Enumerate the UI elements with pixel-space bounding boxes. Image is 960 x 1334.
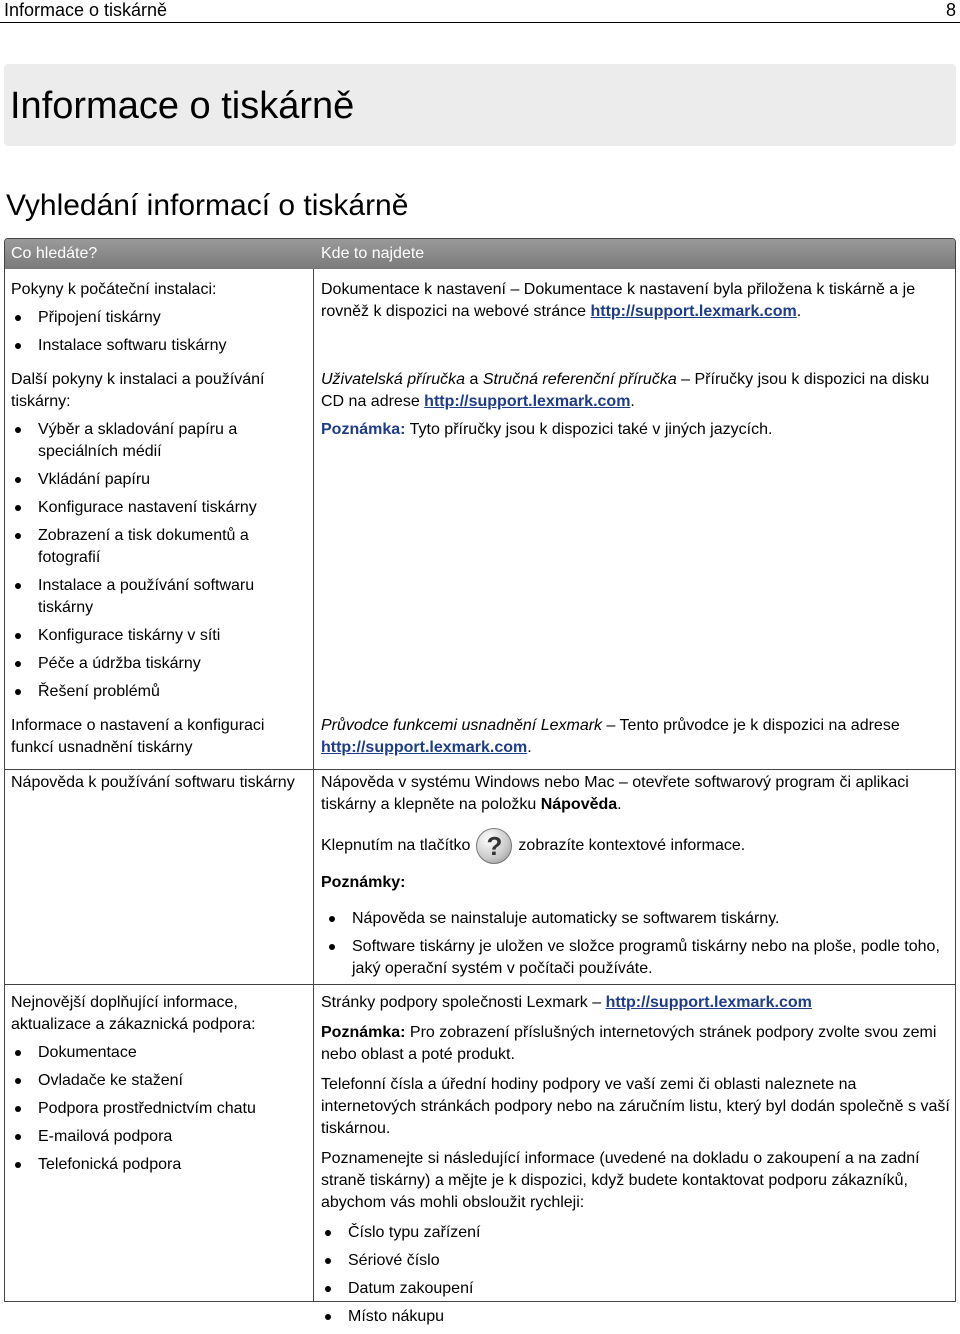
row2-right-text: – Příručky jsou k dispozici na disku CD na adrese (321, 371, 930, 410)
list-item: Řešení problémů (11, 681, 307, 703)
row1-right-end: . (796, 303, 802, 320)
row5-left (11, 992, 307, 1182)
list-item: Připojení tiskárny (11, 307, 307, 329)
support-link[interactable]: http://support.lexmark.com (590, 303, 797, 320)
chapter-banner (4, 64, 956, 146)
list-item: Datum zakoupení (321, 1278, 951, 1300)
support-link[interactable]: http://support.lexmark.com (321, 739, 528, 756)
column-divider (313, 269, 314, 1301)
row5-left-list (11, 1042, 307, 1176)
notes-label: Poznámky: (321, 874, 406, 891)
row5-para3: Poznamenejte si následující informace (uvedené na dokladu o zakoupení a na zadní straně tiskárny) a mějte je k dispozici, když budete kontaktovat podporu zákazníků, abychom vás mohli obsloužit rychleji: (321, 1150, 920, 1211)
help-question-icon[interactable]: ? (476, 828, 512, 864)
support-link[interactable]: http://support.lexmark.com (424, 393, 631, 410)
info-table (4, 238, 956, 1325)
row2-and: a (465, 371, 483, 388)
list-item: Konfigurace tiskárny v síti (11, 625, 307, 647)
list-item: Místo nákupu (321, 1306, 951, 1328)
header-title: Informace o tiskárně (4, 0, 168, 20)
column-header-what: Co hledáte? (11, 245, 98, 262)
row1-left (11, 279, 307, 363)
row5-right (321, 992, 951, 1334)
row3-left-text: Informace o nastavení a konfiguraci funkcí usnadnění tiskárny (11, 717, 265, 756)
list-item: Vkládání papíru (11, 469, 307, 491)
row2-right (321, 369, 951, 447)
row1-left-intro: Pokyny k počáteční instalaci: (11, 281, 217, 298)
row4-right-text: Nápověda v systému Windows nebo Mac – otevřete softwarový program či aplikaci tiskárny a klepněte na položku (321, 774, 909, 813)
click-after-text: zobrazíte kontextové informace. (518, 837, 746, 855)
note-label: Poznámka: (321, 421, 406, 438)
list-item: Ovladače ke stažení (11, 1070, 307, 1092)
chapter-title: Informace o tiskárně (10, 85, 355, 127)
row2-left-list (11, 419, 307, 703)
list-item: Software tiskárny je uložen ve složce programů tiskárny nebo na ploše, podle toho, jaký operační systém v počítači používáte. (325, 936, 951, 980)
accessibility-guide-title: Průvodce funkcemi usnadnění Lexmark (321, 717, 603, 734)
note-text: Pro zobrazení příslušných internetových stránek podpory zvolte svou zemi nebo oblast a poté produkt. (321, 1024, 937, 1063)
list-item: Nápověda se nainstaluje automaticky se softwarem tiskárny. (325, 908, 951, 930)
row5-info-list (321, 1222, 951, 1328)
list-item: E-mailová podpora (11, 1126, 307, 1148)
row5-left-intro: Nejnovější doplňující informace, aktualizace a zákaznická podpora: (11, 994, 256, 1033)
list-item: Konfigurace nastavení tiskárny (11, 497, 307, 519)
list-item: Dokumentace (11, 1042, 307, 1064)
list-item: Číslo typu zařízení (321, 1222, 951, 1244)
row4-left (11, 772, 307, 800)
row2-right-end: . (630, 393, 635, 410)
list-item: Zobrazení a tisk dokumentů a fotografií (11, 525, 307, 569)
row1-right-text: Dokumentace k nastavení – Dokumentace k nastavení byla přiložena k tiskárně a je rovněž k dispozici na webové stránce (321, 281, 916, 320)
row4-notes-list (325, 908, 951, 980)
list-item: Sériové číslo (321, 1250, 951, 1272)
list-item: Telefonická podpora (11, 1154, 307, 1176)
click-before-text: Klepnutím na tlačítko (321, 837, 471, 855)
row3-right-text: – Tento průvodce je k dispozici na adrese (602, 717, 900, 734)
row4-right-end: . (617, 796, 622, 813)
list-item: Instalace softwaru tiskárny (11, 335, 307, 357)
note-label: Poznámka: (321, 1024, 406, 1041)
row3-left (11, 715, 307, 765)
row-divider (5, 984, 955, 985)
list-item: Podpora prostřednictvím chatu (11, 1098, 307, 1120)
support-link[interactable]: http://support.lexmark.com (605, 994, 812, 1011)
row3-right-end: . (527, 739, 532, 756)
page-number: 8 (945, 0, 956, 20)
list-item: Instalace a používání softwaru tiskárny (11, 575, 307, 619)
page-header (0, 0, 960, 23)
note-text: Tyto příručky jsou k dispozici také v jiných jazycích. (405, 421, 773, 438)
row-divider (5, 769, 955, 770)
section-title: Vyhledání informací o tiskárně (6, 189, 409, 222)
help-menu-label: Nápověda (540, 796, 618, 813)
list-item: Výběr a skladování papíru a speciálních médií (11, 419, 307, 463)
row2-left-intro: Další pokyny k instalaci a používání tiskárny: (11, 371, 265, 410)
row5-right-text: Stránky podpory společnosti Lexmark – (321, 994, 606, 1011)
table-header (5, 239, 955, 269)
row2-left (11, 369, 307, 709)
column-header-where: Kde to najdete (321, 245, 425, 262)
quick-reference-title: Stručná referenční příručka (482, 371, 677, 388)
row1-right (321, 279, 951, 329)
row4-left-text: Nápověda k používání softwaru tiskárny (11, 774, 295, 791)
list-item: Péče a údržba tiskárny (11, 653, 307, 675)
row4-right (321, 772, 951, 986)
row5-para2: Telefonní čísla a úřední hodiny podpory ve vaší zemi či oblasti naleznete na internetových stránkách podpory nebo na záručním listu, který byl dodán společně s vaší tiskárnou. (321, 1076, 950, 1137)
user-guide-title: Uživatelská příručka (321, 371, 466, 388)
row1-left-list (11, 307, 307, 357)
row3-right (321, 715, 951, 765)
